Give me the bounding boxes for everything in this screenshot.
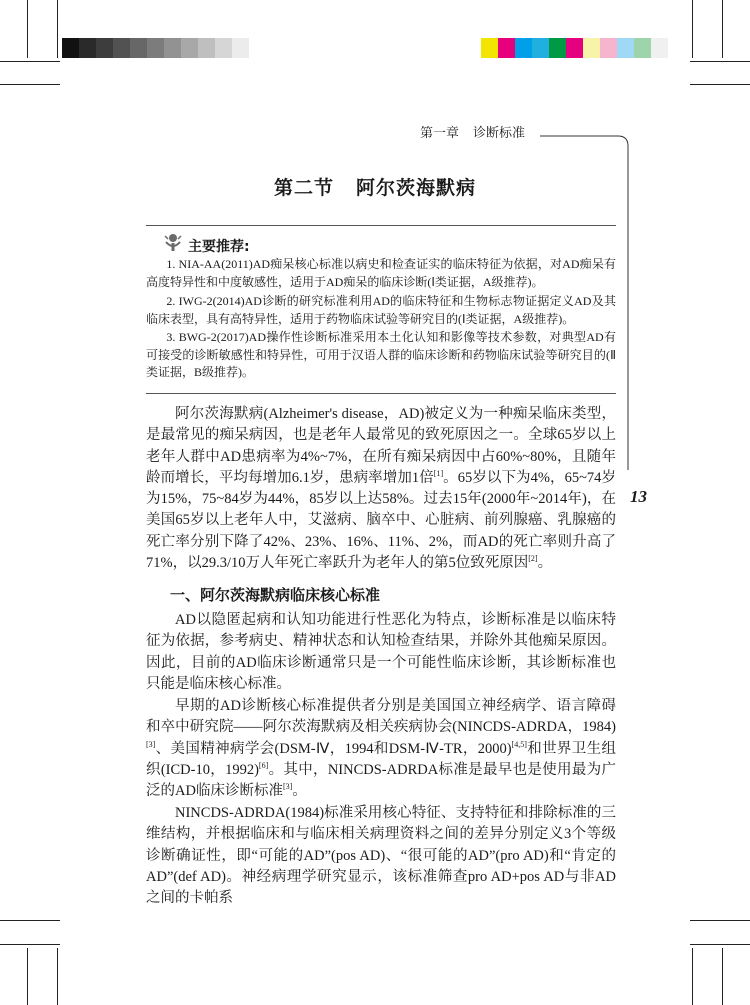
recommendation-item: 3. BWG-2(2017)AD操作性诊断标准采用本土化认知和影像等技术参数，对典型AD有可接受的诊断敏感性和特异性，可用于汉语人群的临床诊断和药物临床试验等研究目的(Ⅱ类证据，B级推荐)。 bbox=[146, 330, 616, 379]
section-title bbox=[0, 173, 750, 200]
chapter-title: 诊断标准 bbox=[473, 126, 526, 141]
citation: [3] bbox=[146, 739, 156, 749]
citation: [2] bbox=[528, 554, 538, 564]
citation: [1] bbox=[433, 468, 444, 478]
section-name: 阿尔茨海默病 bbox=[356, 177, 477, 199]
recommendation-item: 1. NIA-AA(2011)AD痴呆核心标准以病史和检查证实的临床特征为依据，对AD痴呆有高度特异性和中度敏感性，适用于AD痴呆的临床诊断(Ⅰ类证据，A级推荐)。 bbox=[146, 257, 616, 289]
subsection-heading: 一、阿尔茨海默病临床核心标准 bbox=[170, 586, 381, 604]
section-number: 第二节 bbox=[273, 177, 334, 199]
recommendations-top-rule bbox=[146, 225, 616, 226]
citation: [6] bbox=[258, 760, 269, 770]
page-number: 13 bbox=[630, 487, 647, 506]
body-paragraph: NINCDS-ADRDA(1984)标准采用核心特征、支持特征和排除标准的三维结构，并根据临床和与临床相关病理资料之间的差异分别定义3个等级诊断确证性，即“可能的AD”(pos AD)、“很可能的AD”(pro AD)和“肯定的AD”(def AD)。神经病理学研究显示，该标准筛查pro AD+pos AD与非AD之间的卡帕系 bbox=[146, 805, 616, 907]
body-paragraph: 阿尔茨海默病(Alzheimer's disease，AD)被定义为一种痴呆临床类型，是最常见的痴呆病因，也是老年人最常见的致死原因之一。全球65岁以上老年人群中AD患病率为4%~7%，在所有痴呆病因中占60%~80%，且随年龄而增长，平均每增加6.1岁，患病率增加1倍[1]。65岁以下为4%，65~74岁为15%，75~84岁为44%，85岁以上达58%。过去15年(2000年~2014年)，在美国65岁以上老年人中，艾滋病、脑卒中、心脏病、前列腺癌、乳腺癌的死亡率分别下降了42%、23%、16%、11%、2%，而AD的死亡率则升高了71%，以29.3/10万人年死亡率跃升为老年人的第5位致死原因[2]。 bbox=[146, 406, 616, 572]
body-paragraph: 早期的AD诊断核心标准提供者分别是美国国立神经病学、语言障碍和卒中研究院——阿尔茨海默病及相关疾病协会(NINCDS-ADRDA，1984)[3]、美国精神病学会(DSM-Ⅳ，1994和DSM-Ⅳ-TR，2000)[4,5]和世界卫生组织(ICD-10，1992)[6]。其中，NINCDS-ADRDA标准是最早也是使用最为广泛的AD临床诊断标准[3]。 bbox=[146, 698, 616, 800]
recommendations-bottom-rule bbox=[146, 393, 616, 394]
citation: [3] bbox=[282, 782, 293, 792]
citation: [4,5] bbox=[511, 739, 527, 749]
recommendation-item: 2. IWG-2(2014)AD诊断的研究标准利用AD的临床特征和生物标志物证据定义AD及其临床表型，具有高特异性，适用于药物临床试验等研究目的(Ⅰ类证据，A级推荐)。 bbox=[146, 294, 616, 326]
body-paragraph: AD以隐匿起病和认知功能进行性恶化为特点，诊断标准是以临床特征为依据，参考病史、精神状态和认知检查结果，并除外其他痴呆原因。因此，目前的AD临床诊断通常只是一个可能性临床诊断，其诊断标准也只能是临床核心标准。 bbox=[146, 612, 616, 692]
recommendation-icon bbox=[163, 232, 183, 252]
recommendations-heading: 主要推荐: bbox=[188, 239, 250, 255]
chapter-number: 第一章 bbox=[420, 126, 460, 141]
